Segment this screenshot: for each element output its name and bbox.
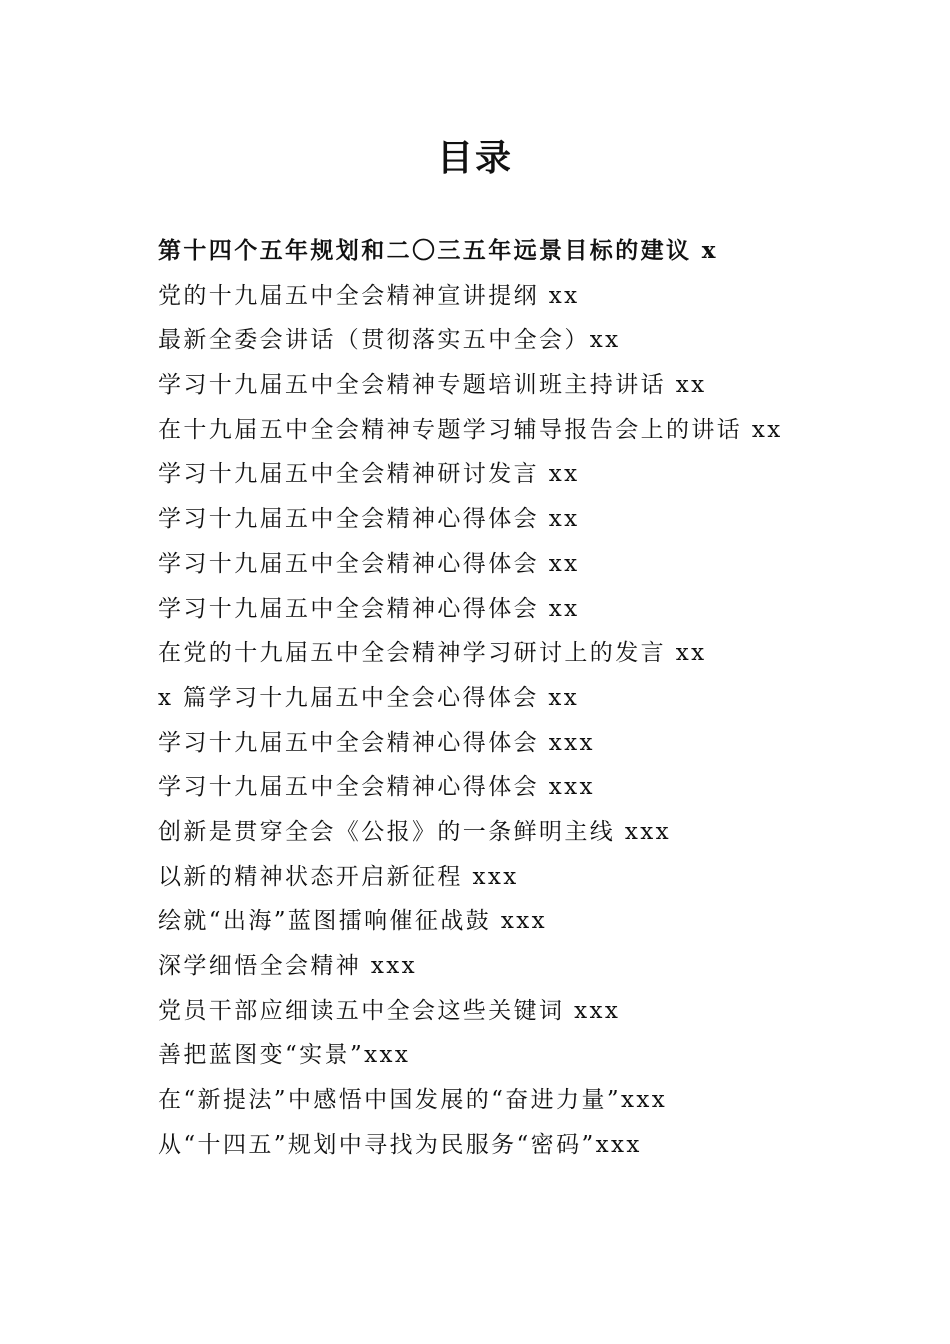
toc-title: 目录 bbox=[436, 137, 513, 179]
toc-entry: 最新全委会讲话（贯彻落实五中全会）xx bbox=[158, 327, 621, 354]
toc-entry: 在党的十九届五中全会精神学习研讨上的发言 xx bbox=[158, 640, 707, 667]
toc-entry: 善把蓝图变“实景”xxx bbox=[158, 1042, 411, 1069]
toc-entry: 学习十九届五中全会精神研讨发言 xx bbox=[158, 461, 580, 488]
toc-entry: 创新是贯穿全会《公报》的一条鲜明主线 xxx bbox=[158, 818, 672, 845]
toc-entry: 党员干部应细读五中全会这些关键词 xxx bbox=[158, 997, 621, 1024]
toc-entry: 学习十九届五中全会精神心得体会 xx bbox=[158, 506, 580, 533]
toc-entry: x 篇学习十九届五中全会心得体会 xx bbox=[158, 684, 580, 711]
toc-entry: 第十四个五年规划和二〇三五年远景目标的建议 x bbox=[158, 237, 718, 264]
toc-entry: 学习十九届五中全会精神心得体会 xxx bbox=[158, 774, 595, 801]
toc-entry: 学习十九届五中全会精神心得体会 xx bbox=[158, 595, 580, 622]
toc-list bbox=[158, 229, 858, 1167]
toc-entry: 深学细悟全会精神 xxx bbox=[158, 953, 418, 979]
toc-entry: 从“十四五”规划中寻找为民服务“密码”xxx bbox=[158, 1131, 642, 1158]
toc-entry: 绘就“出海”蓝图擂响催征战鼓 xxx bbox=[158, 908, 547, 935]
toc-entry: 党的十九届五中全会精神宣讲提纲 xx bbox=[158, 282, 580, 309]
toc-entry: 学习十九届五中全会精神专题培训班主持讲话 xx bbox=[158, 372, 707, 399]
toc-entry: 在“新提法”中感悟中国发展的“奋进力量”xxx bbox=[158, 1087, 668, 1114]
toc-entry: 学习十九届五中全会精神心得体会 xxx bbox=[158, 729, 595, 756]
toc-entry: 以新的精神状态开启新征程 xxx bbox=[158, 863, 519, 890]
toc-entry: 在十九届五中全会精神专题学习辅导报告会上的讲话 xx bbox=[158, 416, 783, 443]
toc-entry: 学习十九届五中全会精神心得体会 xx bbox=[158, 550, 580, 577]
